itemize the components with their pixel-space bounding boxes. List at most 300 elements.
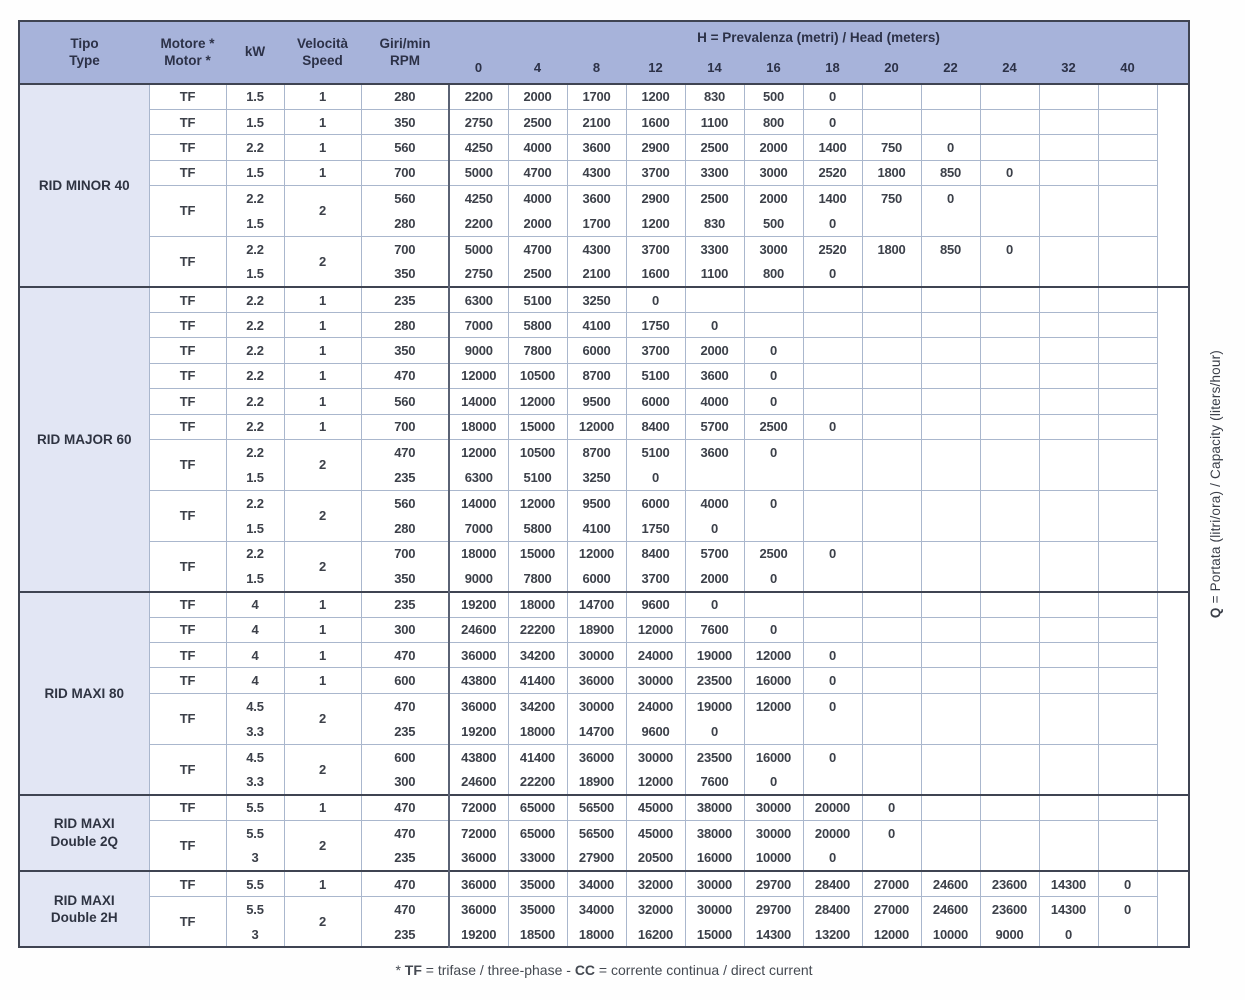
capacity-cell: [685, 465, 744, 490]
capacity-cell: [921, 770, 980, 795]
kw-cell: 5.5: [226, 795, 284, 820]
head-group-title-text: = Prevalenza (metri) / Head (meters): [706, 29, 940, 45]
capacity-cell: 2000: [744, 186, 803, 211]
capacity-cell: 3700: [626, 236, 685, 261]
capacity-cell: 56500: [567, 795, 626, 820]
motor-cell: TF: [149, 135, 226, 160]
footnote-seg-0: *: [395, 962, 405, 978]
capacity-cell: [921, 389, 980, 414]
capacity-cell: 850: [921, 236, 980, 261]
capacity-cell: 0: [803, 262, 862, 287]
table-row: [19, 414, 1189, 439]
motor-cell: TF: [149, 693, 226, 744]
capacity-cell: [1039, 592, 1098, 617]
capacity-cell: [1098, 541, 1157, 566]
col-header-motor-line2: Motor *: [164, 52, 211, 68]
capacity-cell: [1098, 668, 1157, 693]
table-row: [19, 643, 1189, 668]
capacity-cell: [1098, 313, 1157, 338]
capacity-cell: [862, 770, 921, 795]
capacity-cell: [1039, 287, 1098, 312]
table-row: [19, 389, 1189, 414]
capacity-cell: 10500: [508, 363, 567, 388]
col-header-rpm: [361, 21, 449, 84]
capacity-cell: [980, 186, 1039, 211]
capacity-cell: 19000: [685, 693, 744, 718]
motor-cell: TF: [149, 363, 226, 388]
spacer-cell: [1157, 465, 1189, 490]
capacity-cell: 2200: [449, 211, 508, 236]
footnote-seg-2: = trifase / three-phase -: [421, 962, 575, 978]
capacity-cell: [1039, 465, 1098, 490]
capacity-cell: 30000: [567, 643, 626, 668]
capacity-cell: 1100: [685, 262, 744, 287]
capacity-cell: 2520: [803, 236, 862, 261]
capacity-cell: [921, 566, 980, 591]
capacity-cell: 0: [1098, 897, 1157, 922]
capacity-cell: 30000: [626, 744, 685, 769]
capacity-cell: 2100: [567, 109, 626, 134]
capacity-cell: 0: [626, 465, 685, 490]
capacity-cell: 6000: [567, 338, 626, 363]
capacity-cell: [744, 287, 803, 312]
capacity-cell: [921, 465, 980, 490]
capacity-cell: [1098, 693, 1157, 718]
table-row: [19, 109, 1189, 134]
capacity-cell: 30000: [744, 820, 803, 845]
capacity-cell: 3300: [685, 236, 744, 261]
table-row: [19, 820, 1189, 845]
capacity-cell: [921, 84, 980, 109]
capacity-cell: [921, 820, 980, 845]
capacity-cell: [744, 592, 803, 617]
capacity-axis-label-rest: = Portata (litri/ora) / Capacity (liters/hour): [1207, 349, 1223, 608]
spacer-cell: [1157, 363, 1189, 388]
capacity-cell: 20000: [803, 795, 862, 820]
capacity-cell: [803, 389, 862, 414]
section-name: [19, 795, 149, 871]
capacity-cell: [1039, 541, 1098, 566]
capacity-cell: [1039, 490, 1098, 515]
speed-cell: 1: [284, 592, 361, 617]
head-col-20: 20: [862, 54, 921, 84]
capacity-cell: [1098, 287, 1157, 312]
capacity-cell: 12000: [449, 439, 508, 464]
capacity-cell: 4000: [685, 389, 744, 414]
capacity-cell: 0: [803, 109, 862, 134]
capacity-cell: 36000: [567, 668, 626, 693]
capacity-cell: [862, 719, 921, 744]
capacity-cell: [803, 719, 862, 744]
rpm-cell: 560: [361, 389, 449, 414]
section-name: [19, 287, 149, 592]
capacity-cell: 19200: [449, 922, 508, 947]
capacity-cell: 12000: [449, 363, 508, 388]
capacity-cell: 4250: [449, 186, 508, 211]
speed-cell: 2: [284, 744, 361, 795]
capacity-cell: [1098, 186, 1157, 211]
capacity-cell: [980, 770, 1039, 795]
col-header-speed: [284, 21, 361, 84]
spacer-cell: [1157, 389, 1189, 414]
capacity-axis-label-symbol: Q: [1207, 607, 1223, 619]
col-header-motor: [149, 21, 226, 84]
capacity-cell: [980, 211, 1039, 236]
kw-cell: 1.5: [226, 465, 284, 490]
capacity-cell: [1098, 820, 1157, 845]
kw-cell: 5.5: [226, 820, 284, 845]
rpm-cell: 470: [361, 439, 449, 464]
capacity-cell: [980, 617, 1039, 642]
speed-cell: 1: [284, 313, 361, 338]
rpm-cell: 470: [361, 363, 449, 388]
capacity-cell: [1098, 566, 1157, 591]
capacity-cell: 5700: [685, 541, 744, 566]
kw-cell: 2.2: [226, 313, 284, 338]
kw-cell: 2.2: [226, 186, 284, 211]
capacity-cell: 41400: [508, 744, 567, 769]
table-row: [19, 592, 1189, 617]
rpm-cell: 350: [361, 338, 449, 363]
capacity-cell: 4100: [567, 516, 626, 541]
capacity-cell: [921, 643, 980, 668]
capacity-cell: [980, 389, 1039, 414]
capacity-cell: 8700: [567, 363, 626, 388]
capacity-cell: [803, 617, 862, 642]
capacity-cell: [862, 389, 921, 414]
capacity-cell: 27900: [567, 846, 626, 871]
capacity-cell: 34000: [567, 897, 626, 922]
capacity-cell: 0: [685, 592, 744, 617]
kw-cell: 1.5: [226, 109, 284, 134]
capacity-cell: 4300: [567, 236, 626, 261]
motor-cell: TF: [149, 84, 226, 109]
capacity-cell: 38000: [685, 820, 744, 845]
spacer-cell: [1157, 186, 1189, 211]
capacity-cell: 41400: [508, 668, 567, 693]
rpm-cell: 600: [361, 744, 449, 769]
col-header-motor-line1: Motore *: [160, 35, 215, 51]
rpm-cell: 470: [361, 897, 449, 922]
spacer-cell: [1157, 871, 1189, 896]
capacity-cell: 0: [862, 820, 921, 845]
section-name-line: Double 2Q: [50, 834, 118, 850]
capacity-cell: [1039, 617, 1098, 642]
spacer-cell: [1157, 338, 1189, 363]
capacity-cell: 3600: [685, 439, 744, 464]
capacity-cell: 7800: [508, 338, 567, 363]
table-body: [19, 84, 1189, 947]
rpm-cell: 235: [361, 922, 449, 947]
rpm-cell: 280: [361, 313, 449, 338]
spacer-cell: [1157, 617, 1189, 642]
capacity-cell: [1039, 338, 1098, 363]
capacity-cell: 0: [685, 313, 744, 338]
capacity-cell: 1800: [862, 236, 921, 261]
capacity-cell: 28400: [803, 871, 862, 896]
capacity-cell: [1098, 719, 1157, 744]
section-name: [19, 871, 149, 947]
capacity-cell: [862, 541, 921, 566]
head-col-32: 32: [1039, 54, 1098, 84]
capacity-cell: 12000: [626, 617, 685, 642]
footnote: [18, 962, 1190, 978]
capacity-cell: [862, 846, 921, 871]
capacity-cell: [1098, 363, 1157, 388]
speed-cell: 1: [284, 795, 361, 820]
capacity-cell: [803, 465, 862, 490]
capacity-cell: [862, 465, 921, 490]
table-row: [19, 186, 1189, 211]
capacity-cell: 22200: [508, 770, 567, 795]
capacity-cell: 15000: [508, 541, 567, 566]
capacity-cell: 36000: [449, 693, 508, 718]
speed-cell: 2: [284, 820, 361, 871]
capacity-cell: [921, 439, 980, 464]
capacity-cell: 18000: [449, 541, 508, 566]
capacity-cell: 0: [744, 566, 803, 591]
capacity-cell: [862, 84, 921, 109]
kw-cell: 3: [226, 846, 284, 871]
capacity-cell: [744, 719, 803, 744]
capacity-cell: [921, 846, 980, 871]
section-name-line: Double 2H: [50, 910, 118, 926]
kw-cell: 2.2: [226, 287, 284, 312]
head-col-4: 4: [508, 54, 567, 84]
capacity-cell: 5100: [508, 287, 567, 312]
capacity-cell: 13200: [803, 922, 862, 947]
capacity-cell: 5100: [626, 439, 685, 464]
speed-cell: 1: [284, 287, 361, 312]
capacity-cell: 0: [803, 541, 862, 566]
capacity-cell: [1039, 668, 1098, 693]
spacer-cell: [1157, 84, 1189, 109]
capacity-cell: [1039, 795, 1098, 820]
col-header-type: [19, 21, 149, 84]
capacity-cell: [1039, 211, 1098, 236]
capacity-cell: 0: [803, 668, 862, 693]
capacity-cell: [685, 287, 744, 312]
table-row: [19, 490, 1189, 515]
capacity-cell: [1098, 795, 1157, 820]
motor-cell: TF: [149, 109, 226, 134]
capacity-cell: 12000: [744, 693, 803, 718]
capacity-cell: [1039, 262, 1098, 287]
capacity-cell: 5100: [508, 465, 567, 490]
capacity-cell: 1700: [567, 84, 626, 109]
table-row: [19, 363, 1189, 388]
capacity-cell: 5000: [449, 236, 508, 261]
speed-cell: 1: [284, 109, 361, 134]
rpm-cell: 470: [361, 795, 449, 820]
head-col-8: 8: [567, 54, 626, 84]
motor-cell: TF: [149, 897, 226, 948]
pump-capacity-table: [18, 20, 1190, 948]
motor-cell: TF: [149, 236, 226, 287]
capacity-cell: 3300: [685, 160, 744, 185]
kw-cell: 2.2: [226, 236, 284, 261]
capacity-cell: 750: [862, 186, 921, 211]
capacity-cell: 20000: [803, 820, 862, 845]
capacity-cell: [1098, 211, 1157, 236]
capacity-cell: [1039, 186, 1098, 211]
kw-cell: 5.5: [226, 871, 284, 896]
capacity-cell: [980, 744, 1039, 769]
capacity-cell: 15000: [685, 922, 744, 947]
capacity-cell: [803, 490, 862, 515]
capacity-cell: [1039, 439, 1098, 464]
capacity-cell: 0: [744, 363, 803, 388]
capacity-cell: [1039, 516, 1098, 541]
spacer-cell: [1157, 770, 1189, 795]
capacity-cell: 10000: [921, 922, 980, 947]
capacity-cell: [862, 668, 921, 693]
capacity-cell: [921, 693, 980, 718]
capacity-cell: [1039, 820, 1098, 845]
capacity-cell: 1750: [626, 313, 685, 338]
capacity-cell: 28400: [803, 897, 862, 922]
rpm-cell: 280: [361, 516, 449, 541]
capacity-cell: 9000: [449, 338, 508, 363]
capacity-cell: 5000: [449, 160, 508, 185]
speed-cell: 1: [284, 643, 361, 668]
capacity-cell: [921, 211, 980, 236]
capacity-cell: [862, 617, 921, 642]
spacer-cell: [1157, 490, 1189, 515]
capacity-cell: 3250: [567, 287, 626, 312]
motor-cell: TF: [149, 414, 226, 439]
capacity-cell: 29700: [744, 871, 803, 896]
capacity-cell: 0: [1039, 922, 1098, 947]
capacity-cell: 72000: [449, 795, 508, 820]
capacity-cell: [803, 566, 862, 591]
head-col-0: 0: [449, 54, 508, 84]
spacer-cell: [1157, 160, 1189, 185]
capacity-cell: [921, 338, 980, 363]
rpm-cell: 560: [361, 186, 449, 211]
capacity-cell: [862, 338, 921, 363]
capacity-cell: 2520: [803, 160, 862, 185]
capacity-cell: 0: [1098, 871, 1157, 896]
section-name: [19, 84, 149, 287]
capacity-cell: 7600: [685, 770, 744, 795]
rpm-cell: 700: [361, 414, 449, 439]
capacity-cell: [862, 592, 921, 617]
head-col-24: 24: [980, 54, 1039, 84]
spacer-cell: [1157, 820, 1189, 845]
capacity-cell: 22200: [508, 617, 567, 642]
capacity-cell: 19200: [449, 719, 508, 744]
capacity-cell: 9500: [567, 490, 626, 515]
kw-cell: 2.2: [226, 541, 284, 566]
capacity-cell: 500: [744, 84, 803, 109]
capacity-cell: [862, 490, 921, 515]
capacity-cell: 7000: [449, 313, 508, 338]
capacity-cell: 45000: [626, 820, 685, 845]
capacity-cell: [980, 135, 1039, 160]
capacity-cell: 8400: [626, 414, 685, 439]
head-col-18: 18: [803, 54, 862, 84]
kw-cell: 4: [226, 592, 284, 617]
capacity-cell: [862, 744, 921, 769]
capacity-cell: [921, 592, 980, 617]
capacity-cell: 36000: [567, 744, 626, 769]
capacity-cell: 36000: [449, 897, 508, 922]
col-header-kw-label: kW: [244, 44, 266, 60]
capacity-cell: [1098, 592, 1157, 617]
header-row-groups: [19, 21, 1189, 54]
capacity-cell: 0: [921, 186, 980, 211]
capacity-cell: 1200: [626, 84, 685, 109]
capacity-cell: [921, 516, 980, 541]
motor-cell: TF: [149, 795, 226, 820]
kw-cell: 1.5: [226, 84, 284, 109]
capacity-axis-label: [1192, 20, 1238, 948]
capacity-axis-label-text: [1208, 350, 1223, 618]
capacity-cell: 3700: [626, 160, 685, 185]
speed-cell: 1: [284, 160, 361, 185]
head-col-12: 12: [626, 54, 685, 84]
capacity-cell: 5800: [508, 313, 567, 338]
capacity-cell: [803, 592, 862, 617]
capacity-cell: 1100: [685, 109, 744, 134]
spacer-cell: [1157, 897, 1189, 922]
capacity-cell: [1039, 109, 1098, 134]
spacer-cell: [1157, 719, 1189, 744]
motor-cell: TF: [149, 313, 226, 338]
spacer-cell: [1157, 566, 1189, 591]
capacity-cell: 3700: [626, 566, 685, 591]
capacity-cell: 0: [803, 414, 862, 439]
section-name: [19, 592, 149, 795]
table-row: [19, 135, 1189, 160]
capacity-cell: [1098, 414, 1157, 439]
capacity-cell: 8400: [626, 541, 685, 566]
rpm-cell: 700: [361, 541, 449, 566]
table-row: [19, 439, 1189, 464]
kw-cell: 4: [226, 668, 284, 693]
motor-cell: TF: [149, 744, 226, 795]
capacity-cell: 5100: [626, 363, 685, 388]
capacity-cell: 2000: [508, 84, 567, 109]
speed-cell: 1: [284, 389, 361, 414]
col-header-speed-line1: Velocità: [296, 35, 349, 51]
motor-cell: TF: [149, 160, 226, 185]
head-group-title-symbol: H: [697, 29, 707, 45]
capacity-cell: [1039, 643, 1098, 668]
capacity-cell: 30000: [626, 668, 685, 693]
capacity-cell: [980, 592, 1039, 617]
capacity-cell: [1039, 744, 1098, 769]
capacity-cell: 800: [744, 262, 803, 287]
capacity-cell: [921, 490, 980, 515]
capacity-cell: [1039, 846, 1098, 871]
capacity-cell: 1400: [803, 186, 862, 211]
capacity-cell: [1098, 922, 1157, 947]
capacity-cell: 12000: [508, 389, 567, 414]
table-row: [19, 871, 1189, 896]
table-row: [19, 897, 1189, 922]
kw-cell: 2.2: [226, 389, 284, 414]
capacity-cell: [862, 643, 921, 668]
capacity-cell: [980, 109, 1039, 134]
capacity-cell: 0: [921, 135, 980, 160]
section-name-line: RID MAJOR 60: [36, 431, 132, 447]
capacity-cell: 32000: [626, 871, 685, 896]
capacity-cell: 7000: [449, 516, 508, 541]
capacity-cell: [980, 439, 1039, 464]
capacity-cell: 0: [744, 389, 803, 414]
